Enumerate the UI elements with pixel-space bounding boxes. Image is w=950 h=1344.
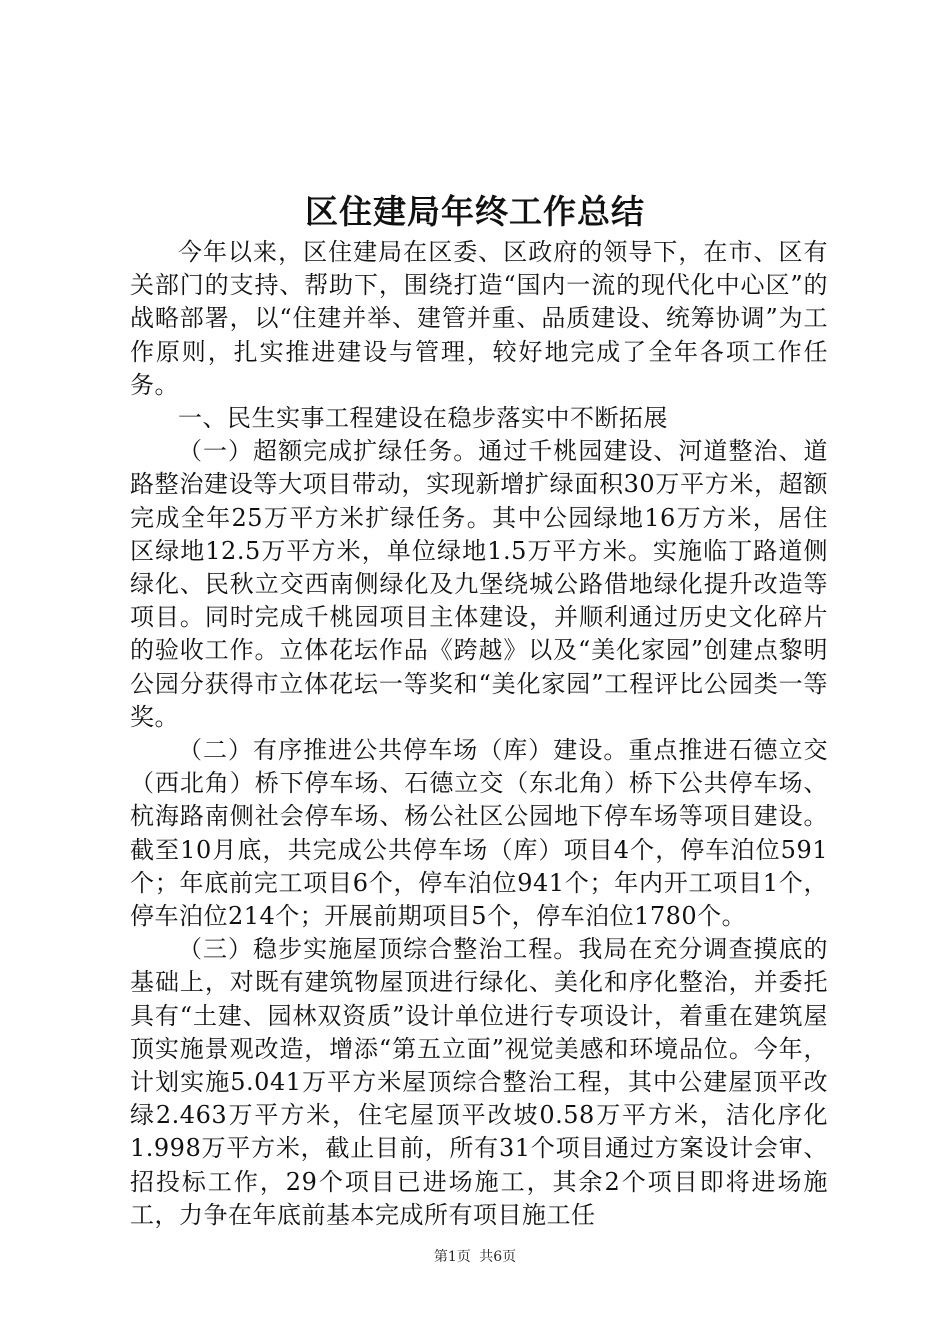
page-total: 共6页 <box>479 1249 517 1265</box>
document-body <box>130 236 828 1232</box>
intro-paragraph: 今年以来，区住建局在区委、区政府的领导下，在市、区有关部门的支持、帮助下，围绕打造“国内一流的现代化中心区”的战略部署，以“住建并举、建管并重、品质建设、统筹协调”为工作原则，扎实推进建设与管理，较好地完成了全年各项工作任务。 <box>130 238 828 399</box>
body-paragraph: （一）超额完成扩绿任务。通过千桃园建设、河道整治、道路整治建设等大项目带动，实现新增扩绿面积30万平方米，超额完成全年25万平方米扩绿任务。其中公园绿地16万方米，居住区绿地12.5万平方米，单位绿地1.5万平方米。实施临丁路道侧绿化、民秋立交西南侧绿化及九堡绕城公路借地绿化提升改造等项目。同时完成千桃园项目主体建设，并顺利通过历史文化碎片的验收工作。立体花坛作品《跨越》以及“美化家园”创建点黎明公园分获得市立体花坛一等奖和“美化家园”工程评比公园类一等奖。 <box>130 437 828 731</box>
page-number: 第1页 <box>433 1249 471 1265</box>
document-title: 区住建局年终工作总结 <box>305 192 645 231</box>
body-paragraph: （二）有序推进公共停车场（库）建设。重点推进石德立交（西北角）桥下停车场、石德立交（东北角）桥下公共停车场、杭海路南侧社会停车场、杨公社区公园地下停车场等项目建设。截至10月底，共完成公共停车场（库）项目4个，停车泊位591个；年底前完工项目6个，停车泊位941个；年内开工项目1个，停车泊位214个；开展前期项目5个，停车泊位1780个。 <box>130 736 828 931</box>
body-paragraph: （三）稳步实施屋顶综合整治工程。我局在充分调查摸底的基础上，对既有建筑物屋顶进行绿化、美化和序化整治，并委托具有“土建、园林双资质”设计单位进行专项设计，着重在建筑屋顶实施景观改造，增添“第五立面”视觉美感和环境品位。今年，计划实施5.041万平方米屋顶综合整治工程，其中公建屋顶平改绿2.463万平方米，住宅屋顶平改坡0.58万平方米，洁化序化1.998万平方米，截止目前，所有31个项目通过方案设计会审、招投标工作，29个项目已进场施工，其余2个项目即将进场施工，力争在年底前基本完成所有项目施工任 <box>130 935 828 1229</box>
section-heading: 一、民生实事工程建设在稳步落实中不断拓展 <box>178 404 668 433</box>
page-footer <box>0 1246 950 1266</box>
